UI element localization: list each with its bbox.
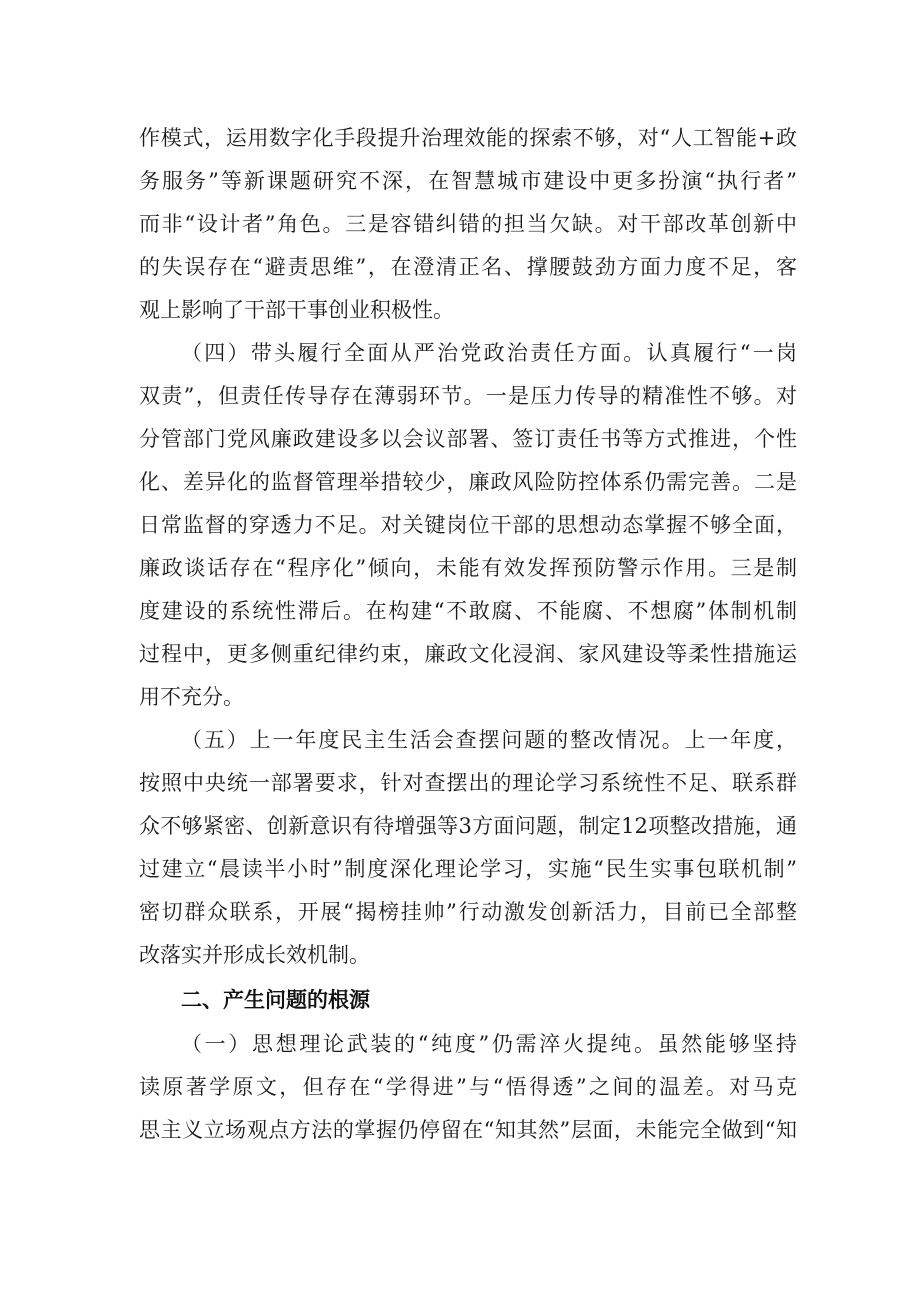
paragraph-five (139, 719, 797, 977)
paragraph-root-causes-one (139, 1023, 797, 1152)
text-line: 分管部门党风廉政建设多以会议部署、签订责任书等方式推进，个性 (139, 427, 797, 451)
text-line: 而非“设计者”角色。三是容错纠错的担当欠缺。对干部改革创新中 (139, 212, 797, 236)
text-line: 过程中，更多侧重纪律约束，廉政文化浸润、家风建设等柔性措施运 (139, 642, 797, 666)
text-line: 观上影响了干部干事创业积极性。 (139, 298, 454, 322)
text-line: （四）带头履行全面从严治党政治责任方面。认真履行“一岗 (181, 341, 797, 365)
paragraph-four (139, 332, 797, 719)
text-line: 双责”，但责任传导存在薄弱环节。一是压力传导的精准性不够。对 (139, 384, 797, 408)
text-line: 的失误存在“避责思维”，在澄清正名、撑腰鼓劲方面力度不足，客 (139, 255, 797, 279)
document-body (139, 117, 797, 1152)
text-line: 廉政谈话存在“程序化”倾向，未能有效发挥预防警示作用。三是制 (139, 556, 797, 580)
text-line: 用不充分。 (139, 685, 244, 709)
text-line: 思主义立场观点方法的掌握仍停留在“知其然”层面，未能完全做到“知 (139, 1118, 797, 1142)
text-line: 过建立“晨读半小时”制度深化理论学习，实施“民生实事包联机制” (139, 857, 797, 881)
text-line: 改落实并形成长效机制。 (139, 943, 370, 967)
text-line: 作模式，运用数字化手段提升治理效能的探索不够，对“人工智能+政 (139, 126, 797, 150)
text-line: 度建设的系统性滞后。在构建“不敢腐、不能腐、不想腐”体制机制 (139, 599, 797, 623)
text-line: 读原著学原文，但存在“学得进”与“悟得透”之间的温差。对马克 (139, 1075, 797, 1099)
text-line: （一）思想理论武装的“纯度”仍需淬火提纯。虽然能够坚持 (181, 1032, 797, 1056)
text-line: 化、差异化的监督管理举措较少，廉政风险防控体系仍需完善。二是 (139, 470, 797, 494)
section-heading: 二、产生问题的根源 (181, 988, 370, 1012)
paragraph-continuation (139, 117, 797, 332)
text-line: 众不够紧密、创新意识有待增强等3方面问题，制定12项整改措施，通 (139, 814, 797, 838)
text-line: （五）上一年度民主生活会查摆问题的整改情况。上一年度， (181, 728, 797, 752)
text-line: 务服务”等新课题研究不深，在智慧城市建设中更多扮演“执行者” (139, 169, 797, 193)
text-line: 按照中央统一部署要求，针对查摆出的理论学习系统性不足、联系群 (139, 771, 797, 795)
text-line: 日常监督的穿透力不足。对关键岗位干部的思想动态掌握不够全面， (139, 513, 797, 537)
text-line: 密切群众联系，开展“揭榜挂帅”行动激发创新活力，目前已全部整 (139, 900, 797, 924)
